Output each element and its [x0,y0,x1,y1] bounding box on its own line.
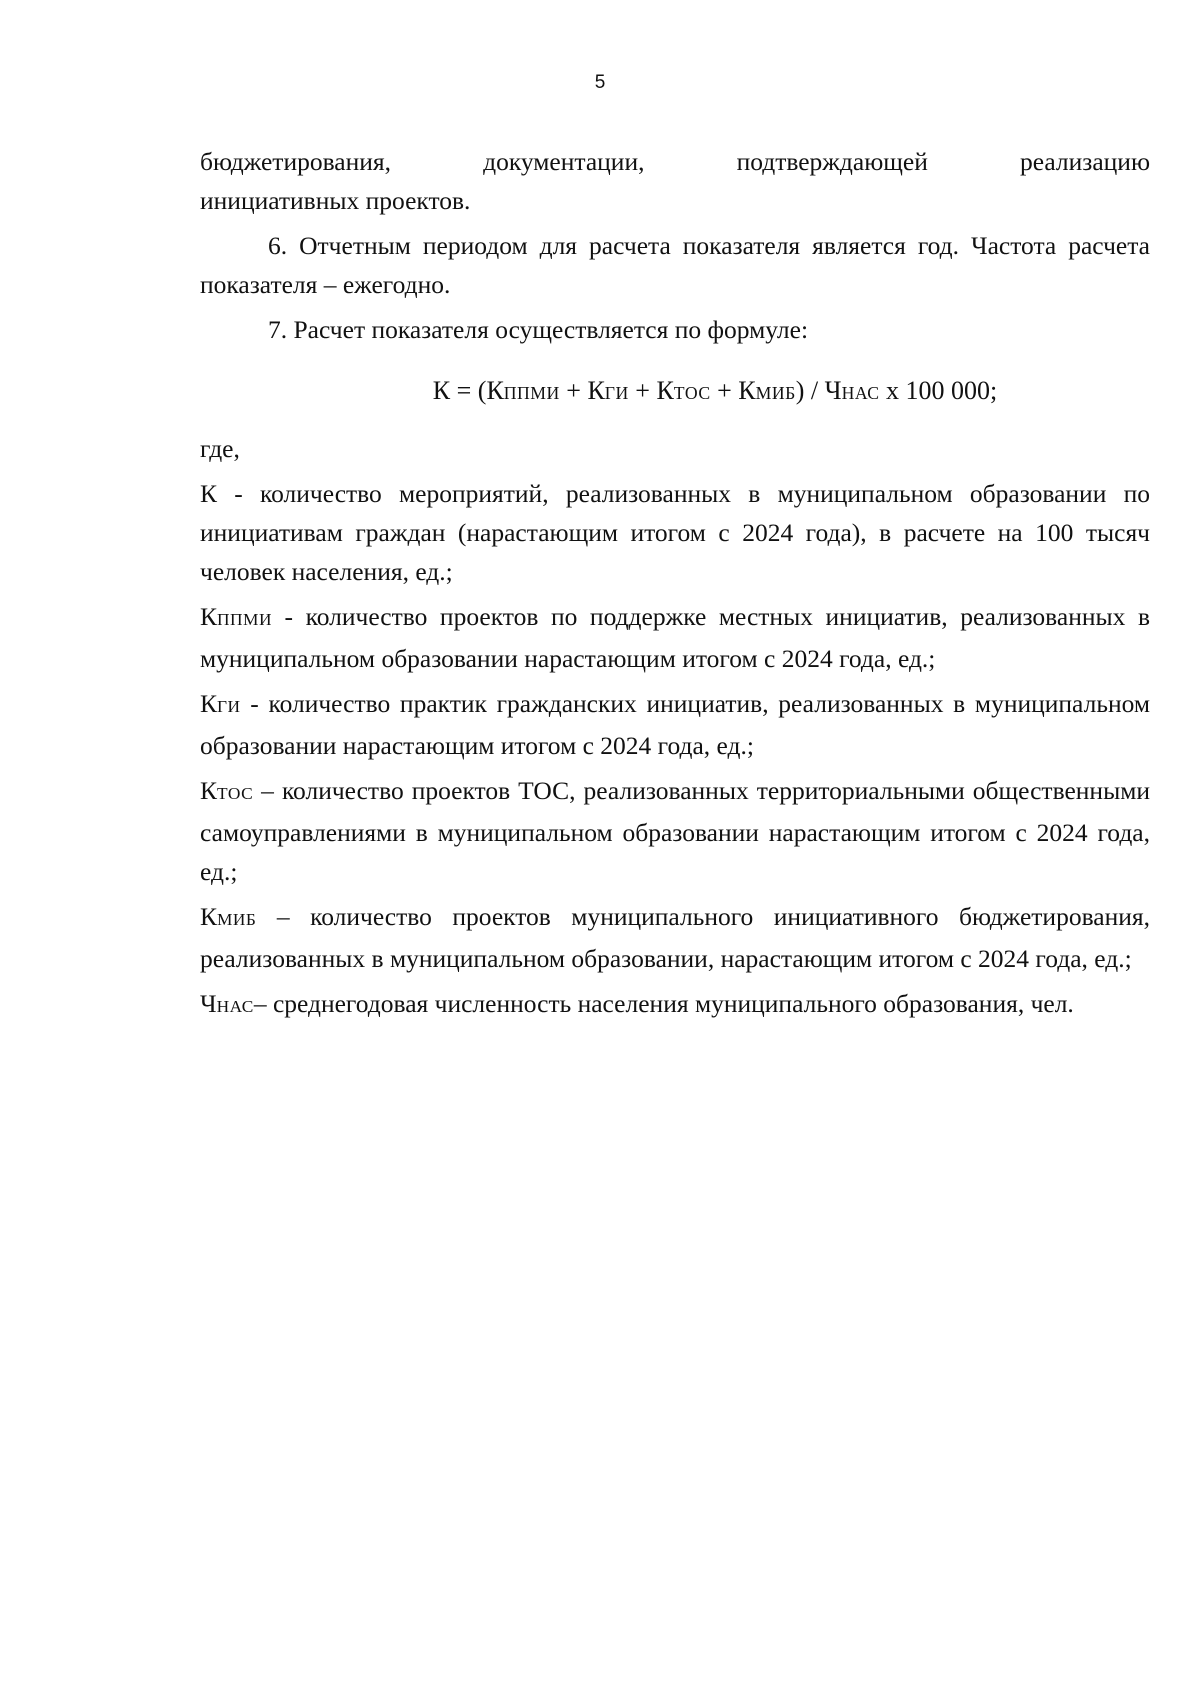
formula-term-3: К [656,376,674,405]
definition-k-ppmi-text: - количество проектов по поддержке местных инициатив, реализованных в муниципальном образовании нарастающим итогом с 2024 года, ед.; [200,602,1150,673]
definition-k-gi-symbol: К [200,689,218,718]
definition-ch-nas-subscript: НАС [216,997,254,1016]
paragraph-continuation-line2: инициативных проектов. [200,186,471,215]
formula [200,371,1150,413]
formula-lhs: К [432,376,451,405]
definition-ch-nas-symbol: Ч [200,989,217,1018]
definition-k-mib-text: – количество проектов муниципального инициативного бюджетирования, реализованных в муниципальном образовании, нарастающим итогом с 2024 года, ед.; [200,902,1150,973]
paragraph-6: 6. Отчетным периодом для расчета показателя является год. Частота расчета показателя – ежегодно. [200,231,1150,299]
paragraph-7: 7. Расчет показателя осуществляется по формуле: [268,315,809,344]
definition-k-mib-symbol: К [200,902,218,931]
formula-term-2: К [587,376,605,405]
definition-k-ppmi-symbol: К [200,602,218,631]
formula-plus-3: + [710,376,739,405]
definition-k-tos-text: – количество проектов ТОС, реализованных территориальными общественными самоуправлениями в муниципальном образовании нарастающим итогом с 2024 года, ед.; [200,776,1150,886]
formula-denominator-subscript: НАС [841,383,880,403]
formula-term-1: К [486,376,504,405]
definition-k-ppmi-subscript: ППМИ [217,610,272,629]
page-body [200,142,1150,1026]
definition-k-symbol: К [200,479,218,508]
definition-k-mib-subscript: МИБ [217,910,257,929]
definition-k [200,474,1150,591]
formula-denominator: Ч [824,376,842,405]
definition-k-text: - количество мероприятий, реализованных в муниципальном образовании по инициативам граждан (нарастающим итогом с 2024 года), в расчете на 100 тысяч человек населения, ед.; [200,479,1150,586]
definition-ch-nas-text: – среднегодовая численность населения муниципального образования, чел. [253,989,1074,1018]
formula-plus-2: + [628,376,657,405]
formula-term-4: К [738,376,756,405]
definition-k-gi-text: - количество практик гражданских инициатив, реализованных в муниципальном образовании нарастающим итогом с 2024 года, ед.; [200,689,1150,760]
formula-term-1-subscript: ППМИ [503,383,560,403]
definition-k-tos-subscript: ТОС [217,784,254,803]
definitions-intro: где, [200,434,240,463]
definition-k-mib [200,897,1150,978]
definition-k-tos [200,771,1150,891]
paragraph-continuation-line1: бюджетирования, документации, подтверждающей реализацию [200,147,1150,176]
definition-k-gi-subscript: ГИ [217,697,241,716]
definition-k-gi [200,684,1150,765]
formula-term-2-subscript: ГИ [604,383,629,403]
formula-eq-open: = ( [450,376,487,405]
formula-term-4-subscript: МИБ [755,383,796,403]
definition-k-ppmi [200,597,1150,678]
formula-plus-1: + [559,376,588,405]
definition-k-tos-symbol: К [200,776,218,805]
formula-tail: х 100 000; [879,376,998,405]
definition-ch-nas [200,984,1150,1026]
page-number: 5 [594,72,606,93]
formula-close-div: ) / [795,376,825,405]
formula-term-3-subscript: ТОС [673,383,711,403]
